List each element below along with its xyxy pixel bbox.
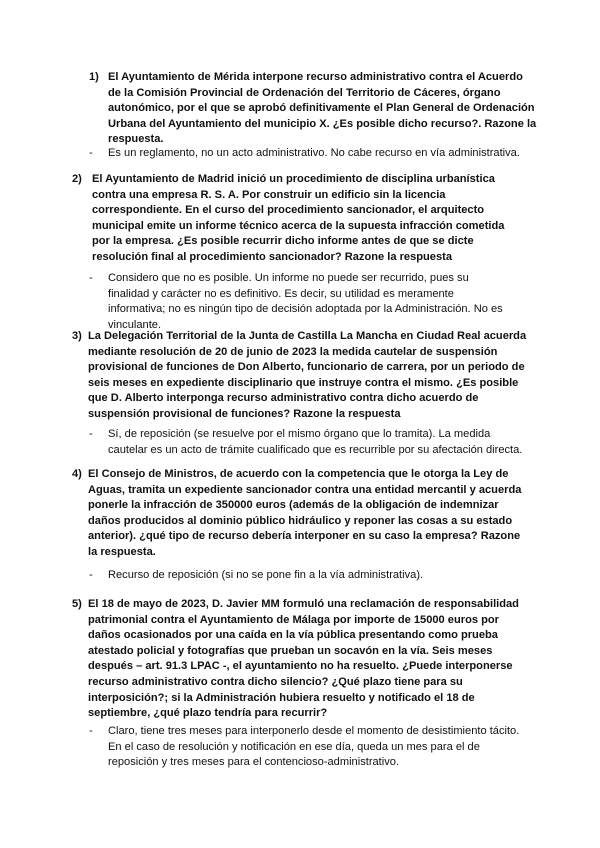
answer-3	[89, 427, 528, 458]
question-number: 4)	[72, 468, 82, 480]
answer-2	[89, 271, 503, 333]
question-text: El Ayuntamiento de Mérida interpone recurso administrativo contra el Acuerdo de la Comisión Provincial de Ordenación del Territorio de Cáceres, órgano autonómico, por el que se aprobó definitivamente el Plan General de Ordenación Urbana del Ayuntamiento del municipio X. ¿Es posible dicho recurso?. Razone la respuesta.	[108, 71, 537, 146]
question-1	[89, 70, 538, 148]
answer-text: Sí, de reposición (se resuelve por el mismo órgano que lo tramita). La medida cautelar es un acto de trámite cualificado que es recurrible por su afectación directa.	[108, 428, 523, 456]
answer-bullet: -	[89, 147, 93, 159]
question-5	[72, 597, 528, 722]
question-text: El 18 de mayo de 2023, D. Javier MM formuló una reclamación de responsabilidad patrimonial contra el Ayuntamiento de Málaga por importe de 15000 euros por daños ocasionados por una caída en la vía pública presentando como prueba atestado policial y fotografías que prueban un socavón en la vía. Seis meses después – art. 91.3 LPAC -, el ayuntamiento no ha resuelto. ¿Puede interponerse recurso administrativo contra dicho silencio? ¿Qué plazo tiene para su interposición?; si la Administración hubiera resuelto y notificado el 18 de septiembre, ¿qué plazo tendría para recurrir?	[88, 598, 519, 720]
answer-text: Recurso de reposición (si no se pone fin a la vía administrativa).	[108, 569, 424, 581]
answer-bullet: -	[89, 428, 93, 440]
answer-5	[89, 724, 528, 771]
answer-text: Claro, tiene tres meses para interponerlo desde el momento de desistimiento tácito. En el caso de resolución y notificación en ese día, queda un mes para el de reposición y tres meses para el contencioso-administrativo.	[108, 725, 520, 769]
answer-text: Considero que no es posible. Un informe no puede ser recurrido, pues su finalidad y carácter no es definitivo. Es decir, su utilidad es meramente informativa; no es ningún tipo de decisión adoptada por la Administración. No es vinculante.	[108, 272, 503, 331]
answer-text: Es un reglamento, no un acto administrativo. No cabe recurso en vía administrativa.	[108, 147, 520, 159]
question-text: El Ayuntamiento de Madrid inició un procedimiento de disciplina urbanística contra una empresa R. S. A. Por construir un edificio sin la licencia correspondiente. En el curso del procedimiento sancionador, el arquitecto municipal emite un informe técnico acerca de la supuesta infracción cometida por la empresa. ¿Es posible recurrir dicho informe antes de que se dicte resolución final al procedimiento sancionador? Razone la respuesta	[92, 173, 505, 263]
answer-bullet: -	[89, 272, 93, 284]
question-number: 2)	[72, 173, 82, 185]
question-number: 1)	[89, 71, 99, 83]
question-text: El Consejo de Ministros, de acuerdo con la competencia que le otorga la Ley de Aguas, tramita un expediente sancionador contra una entidad mercantil y acuerda ponerle la infracción de 350000 euros (además de la obligación de indemnizar daños producidos al dominio público hidráulico y reponer las cosas a su estado anterior). ¿qué tipo de recurso debería interponer en su caso la empresa? Razone la respuesta.	[88, 468, 522, 558]
answer-4	[89, 568, 528, 584]
question-text: La Delegación Territorial de la Junta de Castilla La Mancha en Ciudad Real acuerda mediante resolución de 20 de junio de 2023 la medida cautelar de suspensión provisional de funciones de Don Alberto, funcionario de carrera, por un periodo de seis meses en expediente disciplinario que instruye contra el mismo. ¿Es posible que D. Alberto interponga recurso administrativo contra dicho acuerdo de suspensión provisional de funciones? Razone la respuesta	[88, 330, 527, 420]
question-3	[72, 329, 533, 423]
answer-bullet: -	[89, 725, 93, 737]
answer-bullet: -	[89, 569, 93, 581]
question-4	[72, 467, 528, 561]
answer-1	[89, 146, 538, 162]
question-number: 5)	[72, 598, 82, 610]
question-number: 3)	[72, 330, 82, 342]
question-2	[72, 172, 524, 266]
